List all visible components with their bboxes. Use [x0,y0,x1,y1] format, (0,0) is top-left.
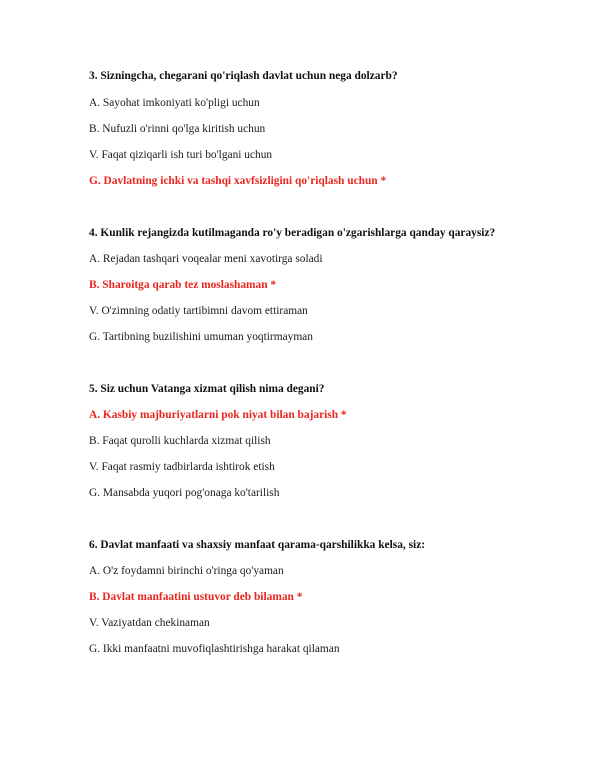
question-3-option-a: A. Sayohat imkoniyati ko'pligi uchun [89,97,260,109]
question-4-option-b-correct: B. Sharoitga qarab tez moslashaman * [89,279,277,291]
question-5-option-g: G. Mansabda yuqori pog'onaga ko'tarilish [89,487,280,499]
question-5-option-v: V. Faqat rasmiy tadbirlarda ishtirok etish [89,461,275,473]
question-3-option-g-correct: G. Davlatning ichki va tashqi xavfsizligini qo'riqlash uchun * [89,175,387,187]
question-5-option-b: B. Faqat qurolli kuchlarda xizmat qilish [89,435,271,447]
question-4-title: 4. Kunlik rejangizda kutilmaganda ro'y beradigan o'zgarishlarga qanday qaraysiz? [89,227,496,239]
question-6-title: 6. Davlat manfaati va shaxsiy manfaat qarama-qarshilikka kelsa, siz: [89,539,426,551]
question-4-option-v: V. O'zimning odatiy tartibimni davom ettiraman [89,305,308,317]
question-6-option-a: A. O'z foydamni birinchi o'ringa qo'yaman [89,565,284,577]
question-6-option-v: V. Vaziyatdan chekinaman [89,617,210,629]
question-6-option-g: G. Ikki manfaatni muvofiqlashtirishga harakat qilaman [89,643,340,655]
question-5-title: 5. Siz uchun Vatanga xizmat qilish nima degani? [89,383,325,395]
question-3-title: 3. Sizningcha, chegarani qo'riqlash davlat uchun nega dolzarb? [89,70,398,82]
question-5-option-a-correct: A. Kasbiy majburiyatlarni pok niyat bilan bajarish * [89,409,347,421]
question-3-option-v: V. Faqat qiziqarli ish turi bo'lgani uchun [89,149,273,161]
question-4-option-a: A. Rejadan tashqari voqealar meni xavotirga soladi [89,253,323,265]
question-4-option-g: G. Tartibning buzilishini umuman yoqtirmayman [89,331,313,343]
question-6-option-b-correct: B. Davlat manfaatini ustuvor deb bilaman * [89,591,303,603]
question-3-option-b: B. Nufuzli o'rinni qo'lga kiritish uchun [89,123,266,135]
